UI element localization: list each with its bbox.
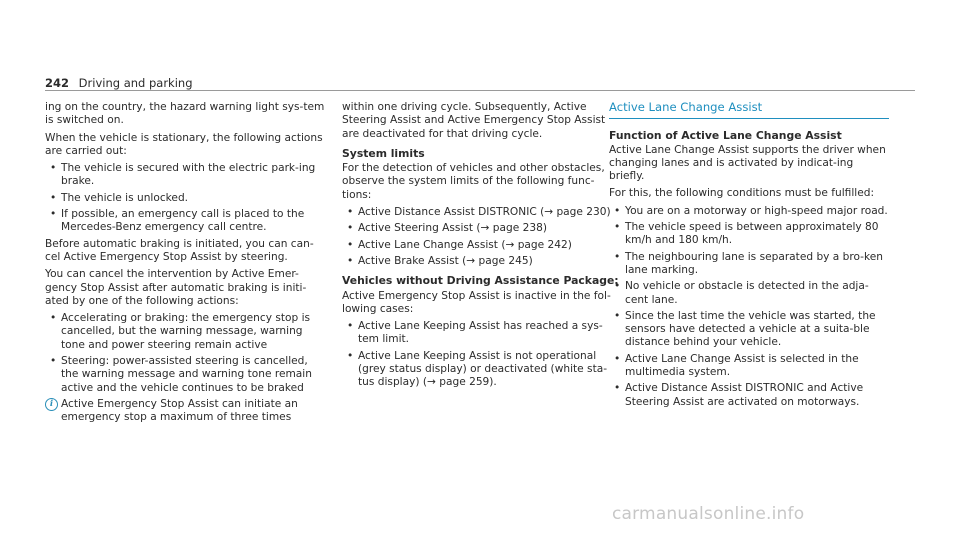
list-item: • Accelerating or braking: the emergency stop is cancelled, but the warning message, warning tone and power steering remain active: [45, 312, 325, 352]
bullet-list: [342, 320, 622, 389]
paragraph: You can cancel the intervention by Active Emer-gency Stop Assist after automatic braking is initi-ated by one of the following actions:: [45, 268, 307, 307]
list-item: • Active Lane Change Assist is selected in the multimedia system.: [609, 353, 889, 380]
heading-system-limits: System limits: [342, 146, 425, 160]
list-item: • The neighbouring lane is separated by a bro-ken lane marking.: [609, 251, 889, 278]
info-icon: i: [45, 398, 58, 411]
column-3: [609, 101, 889, 412]
list-item: • Active Distance Assist DISTRONIC (→ page 230): [342, 206, 622, 219]
page-number: 242: [45, 76, 70, 90]
list-item: • Active Lane Change Assist (→ page 242): [342, 239, 622, 252]
sub-title: Function of Active Lane Change Assist: [609, 129, 842, 143]
heading-vehicles-without-package: Vehicles without Driving Assistance Package:: [342, 274, 619, 288]
bullet-list: [45, 162, 325, 234]
paragraph: within one driving cycle. Subsequently, Active Steering Assist and Active Emergency Stop Assist are deactivated for that driving cycle.: [342, 101, 606, 140]
note-text: Active Emergency Stop Assist can initiate an emergency stop a maximum of three times: [61, 397, 298, 424]
info-note: [45, 398, 325, 425]
list-item: • Active Distance Assist DISTRONIC and Active Steering Assist are activated on motorways.: [609, 382, 889, 409]
paragraph: For this, the following conditions must be fulfilled:: [609, 187, 875, 200]
column-2: [342, 101, 622, 393]
watermark: carmanualsonline.info: [612, 504, 805, 524]
bullet-list: [45, 312, 325, 395]
list-item: • You are on a motorway or high-speed major road.: [609, 205, 889, 218]
paragraph: For the detection of vehicles and other obstacles, observe the system limits of the following func-tions:: [342, 162, 605, 201]
list-item: • The vehicle is unlocked.: [45, 192, 325, 205]
paragraph: Active Emergency Stop Assist is inactive in the fol-lowing cases:: [342, 289, 611, 315]
list-item: • Active Lane Keeping Assist has reached a sys-tem limit.: [342, 320, 622, 347]
list-item: • The vehicle speed is between approximately 80 km/h and 180 km/h.: [609, 221, 889, 248]
paragraph: ing on the country, the hazard warning light sys-tem is switched on.: [45, 101, 325, 127]
list-item: • If possible, an emergency call is placed to the Mercedes-Benz emergency call centre.: [45, 208, 325, 235]
list-item: • Since the last time the vehicle was started, the sensors have detected a vehicle at a suita-ble distance behind your vehicle.: [609, 310, 889, 350]
paragraph: Before automatic braking is initiated, you can can-cel Active Emergency Stop Assist by steering.: [45, 237, 314, 263]
section-name: Driving and parking: [78, 76, 193, 90]
list-item: • Steering: power-assisted steering is cancelled, the warning message and warning tone remain active and the vehicle continues to be braked: [45, 355, 325, 395]
bullet-list: [609, 205, 889, 409]
list-item: • No vehicle or obstacle is detected in the adja-cent lane.: [609, 280, 889, 307]
bullet-list: [342, 206, 622, 268]
section-title: Active Lane Change Assist: [609, 101, 889, 119]
list-item: • Active Steering Assist (→ page 238): [342, 222, 622, 235]
paragraph: When the vehicle is stationary, the following actions are carried out:: [45, 131, 323, 157]
list-item: • Active Lane Keeping Assist is not operational (grey status display) or deactivated (white sta-tus display) (→ page 259).: [342, 350, 622, 390]
list-item: • The vehicle is secured with the electric park-ing brake.: [45, 162, 325, 189]
column-1: [45, 101, 325, 429]
paragraph: Active Lane Change Assist supports the driver when changing lanes and is activated by indicat-ing briefly.: [609, 143, 886, 183]
header-rule: [45, 90, 915, 91]
page-header: [45, 76, 193, 90]
list-item: • Active Brake Assist (→ page 245): [342, 255, 622, 268]
